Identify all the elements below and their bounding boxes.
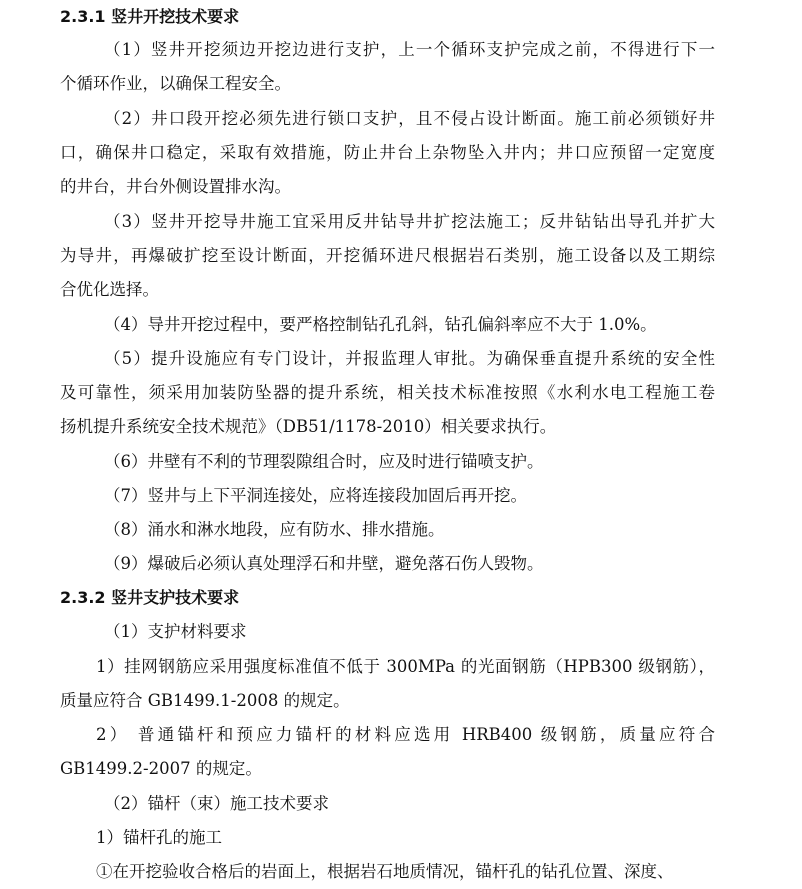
item-1-line-1: 1）挂网钢筋应采用强度标准值不低于 300MPa 的光面钢筋（HPB300 级钢筋）， xyxy=(96,657,715,676)
paragraph-5-line-3: 扬机提升系统安全技术规范》（DB51/1178-2010）相关要求执行。 xyxy=(60,417,557,436)
paragraph-3-line-2: 为导井，再爆破扩挖至设计断面，开挖循环进尺根据岩石类别，施工设备以及工期综 xyxy=(60,246,715,265)
paragraph-9-line-1: （9）爆破后必须认真处理浮石和井壁，避免落石伤人毁物。 xyxy=(104,554,544,573)
paragraph-1-line-1: （1）竖井开挖须边开挖边进行支护，上一个循环支护完成之前，不得进行下一 xyxy=(104,40,715,59)
subsection-2-title: （2）锚杆（束）施工技术要求 xyxy=(104,794,329,813)
section-heading-2-3-1: 2.3.1 竖井开挖技术要求 xyxy=(60,7,240,26)
item-2-line-1: 2） 普通锚杆和预应力锚杆的材料应选用 HRB400 级钢筋，质量应符合 xyxy=(96,725,715,744)
paragraph-3-line-3: 合优化选择。 xyxy=(60,280,159,299)
paragraph-5-line-2: 及可靠性，须采用加装防坠器的提升系统，相关技术标准按照《水利水电工程施工卷 xyxy=(60,383,715,402)
paragraph-8-line-1: （8）涌水和淋水地段，应有防水、排水措施。 xyxy=(104,520,445,539)
paragraph-2-line-3: 的井台，井台外侧设置排水沟。 xyxy=(60,177,291,196)
paragraph-3-line-1: （3）竖井开挖导井施工宜采用反井钻导井扩挖法施工；反井钻钻出导孔并扩大 xyxy=(104,212,715,231)
paragraph-7-line-1: （7）竖井与上下平洞连接处，应将连接段加固后再开挖。 xyxy=(104,486,527,505)
item-1-line-2: 质量应符合 GB1499.1-2008 的规定。 xyxy=(60,691,350,710)
item-2-line-2: GB1499.2-2007 的规定。 xyxy=(60,759,262,778)
paragraph-1-line-2: 个循环作业，以确保工程安全。 xyxy=(60,74,291,93)
paragraph-2-line-2: 口，确保井口稳定，采取有效措施，防止井台上杂物坠入井内；井口应预留一定宽度 xyxy=(60,143,715,162)
paragraph-2-line-1: （2）井口段开挖必须先进行锁口支护，且不侵占设计断面。施工前必须锁好井 xyxy=(104,109,715,128)
paragraph-5-line-1: （5）提升设施应有专门设计，并报监理人审批。为确保垂直提升系统的安全性 xyxy=(104,349,715,368)
item-anchor-hole-step-1: ①在开挖验收合格后的岩面上，根据岩石地质情况，锚杆孔的钻孔位置、深度、 xyxy=(96,862,674,881)
paragraph-6-line-1: （6）井壁有不利的节理裂隙组合时，应及时进行锚喷支护。 xyxy=(104,452,544,471)
subsection-1-title: （1）支护材料要求 xyxy=(104,622,247,641)
section-heading-2-3-2: 2.3.2 竖井支护技术要求 xyxy=(60,588,240,607)
paragraph-4-line-1: （4）导井开挖过程中，要严格控制钻孔孔斜，钻孔偏斜率应不大于 1.0%。 xyxy=(104,315,657,334)
item-anchor-hole-title: 1）锚杆孔的施工 xyxy=(96,828,222,847)
